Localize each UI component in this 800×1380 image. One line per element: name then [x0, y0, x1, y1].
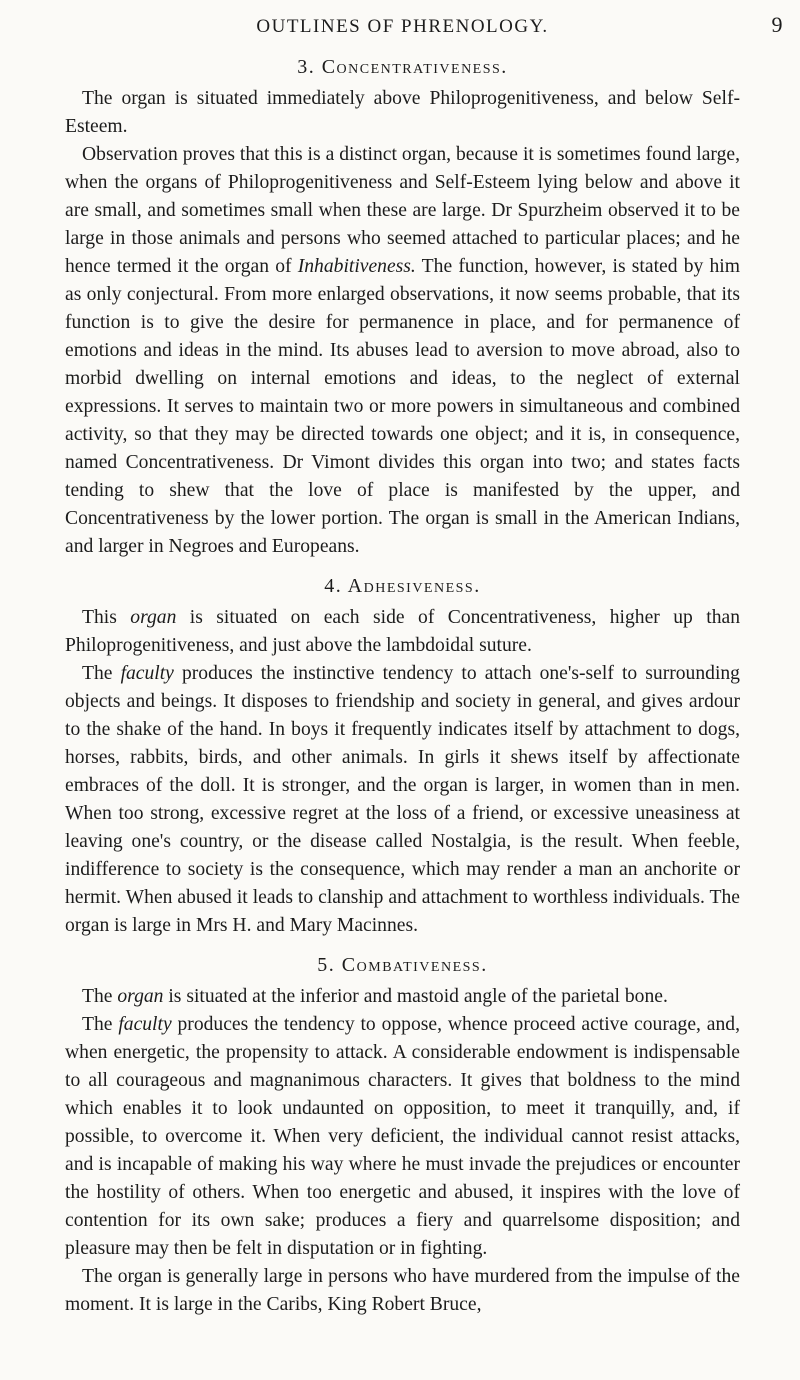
emphasis-term: faculty	[120, 663, 174, 684]
paragraph: The organ is situated immediately above Philoprogenitiveness, and below Self-Esteem.	[65, 88, 740, 137]
paragraph: Observation proves that this is a distinct organ, because it is sometimes found large, when the organs of Philoprogenitiveness and Self-Esteem lying below and above it are small, and sometimes small when these are large. Dr Spurzheim observed it to be large in those animals and persons who seemed attached to particular places; and he hence termed it the organ of Inhabitiveness. The function, however, is stated by him as only conjectural. From more enlarged observations, it now seems probable, that its function is to give the desire for permanence in place, and for permanence of emotions and ideas in the mind. Its abuses lead to aversion to move abroad, also to morbid dwelling on internal emotions and ideas, to the neglect of external expressions. It serves to maintain two or more powers in simultaneous and combined activity, so that they may be directed towards one object; and it is, in consequence, named Concentrativeness. Dr Vimont divides this organ into two; and states facts tending to shew that the love of place is manifested by the upper, and Concentrativeness by the lower portion. The organ is small in the American Indians, and larger in Negroes and Europeans.	[65, 144, 740, 557]
section-title-combativeness: 5. Combativeness.	[317, 954, 488, 976]
section-title-adhesiveness: 4. Adhesiveness.	[324, 575, 481, 597]
emphasis-term: organ	[117, 986, 164, 1007]
paragraph: The faculty produces the tendency to oppose, whence proceed active courage, and, when energetic, the propensity to attack. A considerable endowment is indispensable to all courageous and magnanimous characters. It gives that boldness to the mind which enables it to look undaunted on opposition, to meet it tranquilly, and, if possible, to overcome it. When very deficient, the individual cannot resist attacks, and is incapable of making his way where he must invade the prejudices or encounter the hostility of others. When too energetic and abused, it inspires with the love of contention for its own sake; produces a fiery and quarrelsome disposition; and pleasure may then be felt in disputation or in fighting.	[65, 1014, 740, 1259]
paragraph: The faculty produces the instinctive tendency to attach one's-self to surrounding objects and beings. It disposes to friendship and society in general, and gives ardour to the shake of the hand. In boys it frequently indicates itself by attachment to dogs, horses, rabbits, birds, and other animals. In girls it shews itself by affectionate embraces of the doll. It is stronger, and the organ is larger, in women than in men. When too strong, excessive regret at the loss of a friend, or excessive uneasiness at leaving one's country, or the disease called Nostalgia, is the result. When feeble, indifference to society is the consequence, which may render a man an anchorite or hermit. When abused it leads to clanship and attachment to worthless individuals. The organ is large in Mrs H. and Mary Macinnes.	[65, 663, 740, 936]
paragraph: The organ is generally large in persons who have murdered from the impulse of the moment. It is large in the Caribs, King Robert Bruce,	[65, 1266, 740, 1315]
running-head	[65, 0, 784, 44]
running-title: OUTLINES OF PHRENOLOGY.	[256, 16, 549, 37]
section-title-concentrativeness: 3. Concentrativeness.	[297, 56, 508, 78]
paragraph: This organ is situated on each side of Concentrativeness, higher up than Philoprogenitiveness, and just above the lambdoidal suture.	[65, 607, 741, 656]
emphasis-term: faculty	[118, 1014, 172, 1035]
page-number: 9	[771, 12, 784, 37]
paragraph: The organ is situated at the inferior and mastoid angle of the parietal bone.	[82, 986, 668, 1007]
emphasis-term: organ	[130, 607, 177, 628]
emphasis-term: Inhabitiveness.	[297, 256, 416, 277]
